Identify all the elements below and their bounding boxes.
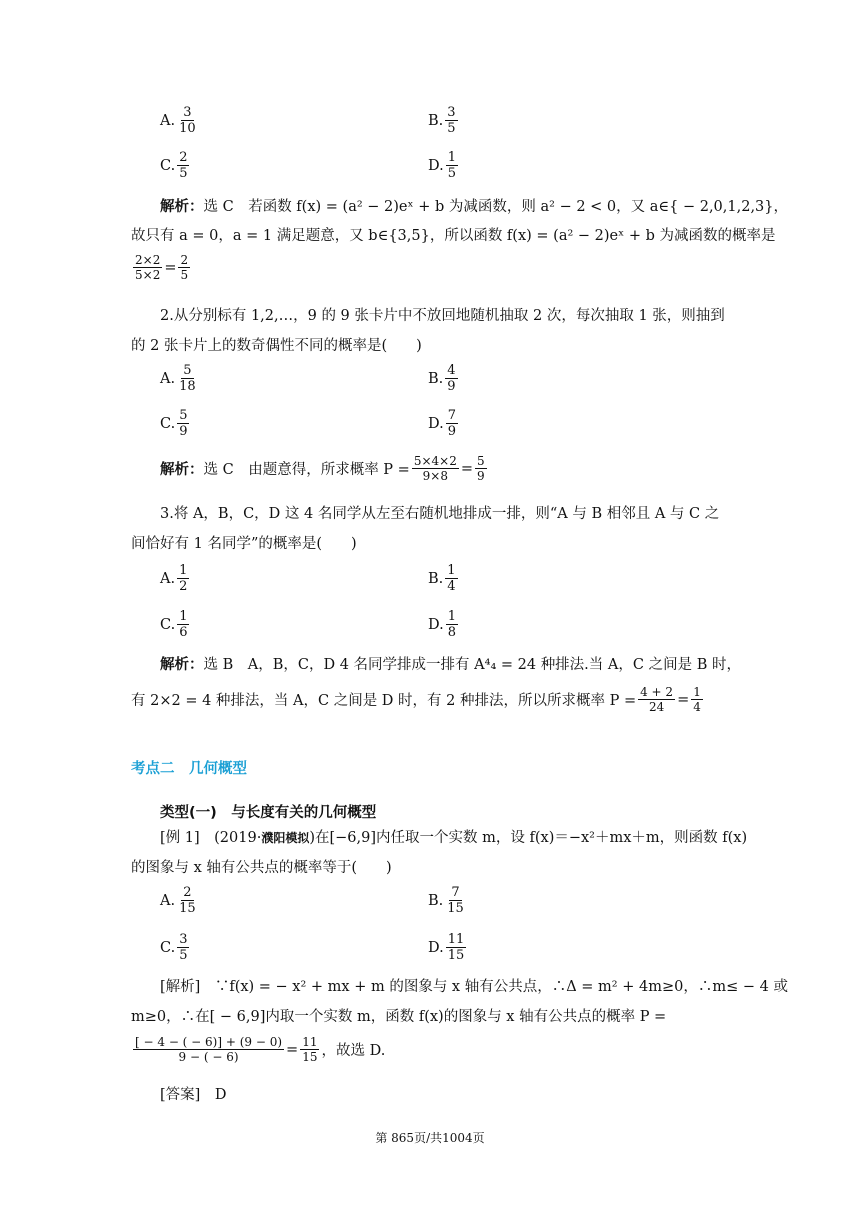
q2-option-d: D. $\frac{7}{9}$ [428, 408, 456, 439]
type-heading: 类型(一) 与长度有关的几何概型 [160, 805, 377, 821]
example-analysis-line2: m≥0，∴在[ − 6,9]内取一个实数 m，函数 f(x)的图象与 x 轴有公共点的概率 P = [131, 1009, 667, 1025]
q2-option-a: A. $\frac{5}{18}$ [160, 363, 196, 394]
page-footer: 第 865页/共1004页 [375, 1131, 485, 1145]
q1-solution-line1: 解析：选 C 若函数 f(x) = (a² − 2)eˣ + b 为减函数，则 a² − 2 < 0，又 a∈{ − 2,0,1,2,3}， [160, 198, 789, 215]
q1-solution-line2: 故只有 a = 0，a = 1 满足题意，又 b∈{3,5}，所以函数 f(x) = (a² − 2)eˣ + b 为减函数的概率是 [131, 228, 776, 244]
q3-stem-line1: 3.将 A，B，C，D 这 4 名同学从左至右随机地排成一排，则“A 与 B 相邻且 A 与 C 之 [160, 506, 720, 522]
q3-option-b: B. $\frac{1}{4}$ [428, 563, 456, 594]
q3-option-d: D. $\frac{1}{8}$ [428, 609, 456, 640]
q1-option-a: A. $\frac{3}{10}$ [160, 105, 196, 136]
q3-stem-line2: 间恰好有 1 名同学”的概率是( ) [131, 536, 357, 552]
q2-stem-line2: 的 2 张卡片上的数奇偶性不同的概率是( ) [131, 338, 422, 354]
q3-option-c: C. $\frac{1}{6}$ [160, 609, 188, 640]
example-stem-line1: [例 1] (2019·濮阳模拟)在[−6,9]内任取一个实数 m，设 f(x)＝−x²＋mx＋m，则函数 f(x) [160, 830, 748, 846]
q1-option-d: D. $\frac{1}{5}$ [428, 150, 456, 181]
example-option-b: B. $\frac{7}{15}$ [428, 885, 464, 916]
q3-option-a: A. $\frac{1}{2}$ [160, 563, 188, 594]
example-option-c: C. $\frac{3}{5}$ [160, 932, 188, 963]
q1-option-c: C. $\frac{2}{5}$ [160, 150, 188, 181]
q2-solution: 解析： 选 C 由题意得，所求概率 P = $\frac{5\times 4\times 2}{9\times 8}$ = $\frac{5}{9}$ [160, 454, 485, 483]
q1-solution-result: $\frac{2\times 2}{5\times 2}$ = $\frac{2}{5}$ [135, 253, 189, 282]
example-stem-line2: 的图象与 x 轴有公共点的概率等于( ) [131, 860, 392, 876]
example-answer: [答案] D [160, 1087, 227, 1103]
q2-option-c: C. $\frac{5}{9}$ [160, 408, 188, 439]
q2-option-b: B. $\frac{4}{9}$ [428, 363, 456, 394]
q1-option-b: B. $\frac{3}{5}$ [428, 105, 456, 136]
example-analysis-line1: [解析] ∵f(x) = − x² + mx + m 的图象与 x 轴有公共点，∴Δ = m² + 4m≥0，∴m≤ − 4 或 [160, 979, 788, 995]
q2-stem-line1: 2.从分别标有 1,2,…，9 的 9 张卡片中不放回地随机抽取 2 次，每次抽取 1 张，则抽到 [160, 308, 725, 324]
example-option-a: A. $\frac{2}{15}$ [160, 885, 196, 916]
q3-solution-line2: 有 2×2 = 4 种排法，当 A，C 之间是 D 时，有 2 种排法，所以所求概率 P = $\frac{4 + 2}{24}$ = $\frac{1}{4}$ [131, 685, 701, 714]
section-title: 考点二 几何概型 [131, 761, 247, 777]
example-analysis-result: $\frac{[ - 4 - ( - 6)] + (9 - 0)}{9 - ( - 6)}$ = $\frac{11}{15}$ ，故选 D. [135, 1035, 386, 1064]
example-option-d: D. $\frac{11}{15}$ [428, 932, 465, 963]
q3-solution-line1: 解析：选 B A，B，C，D 4 名同学排成一排有 A⁴₄ = 24 种排法.当 A，C 之间是 B 时， [160, 656, 741, 673]
